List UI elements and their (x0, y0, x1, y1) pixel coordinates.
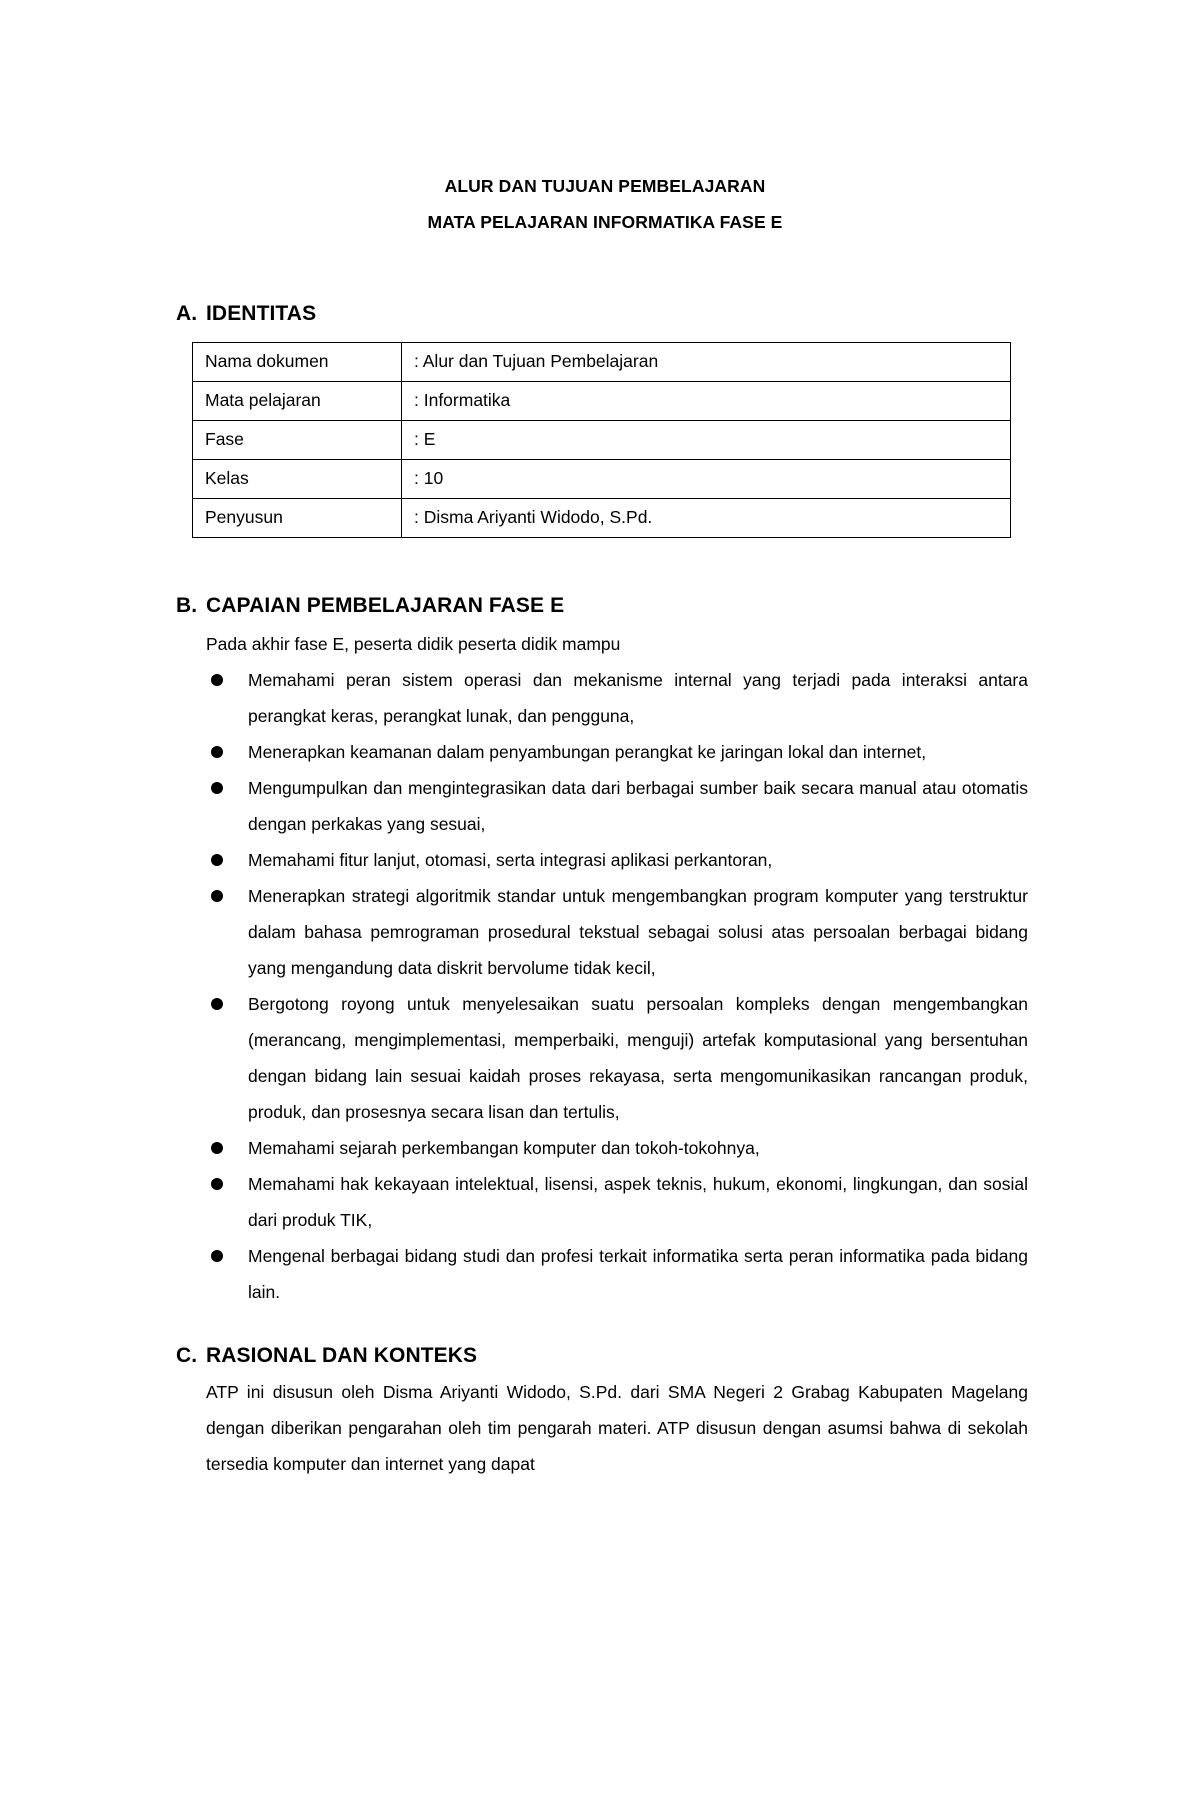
section-identitas (176, 302, 1028, 538)
bullet-dot-icon (211, 854, 223, 866)
list-item (206, 662, 1028, 734)
page-title-line-2: MATA PELAJARAN INFORMATIKA FASE E (427, 212, 783, 232)
bullet-dot-icon (211, 890, 223, 902)
list-item (206, 986, 1028, 1130)
list-item-text: Mengenal berbagai bidang studi dan profesi terkait informatika serta peran informatika pada bidang lain. (248, 1246, 1028, 1302)
table-row (193, 499, 1011, 538)
list-item-text: Memahami peran sistem operasi dan mekanisme internal yang terjadi pada interaksi antara perangkat keras, perangkat lunak, dan pengguna, (248, 670, 1028, 726)
rasional-paragraph: ATP ini disusun oleh Disma Ariyanti Widodo, S.Pd. dari SMA Negeri 2 Grabag Kabupaten Magelang dengan diberikan pengarahan oleh tim pengarah materi. ATP disusun dengan asumsi bahwa di sekolah tersedia komputer dan internet yang dapat (206, 1382, 1028, 1474)
bullet-dot-icon (211, 998, 223, 1010)
bullet-dot-icon (211, 674, 223, 686)
list-item-text: Menerapkan strategi algoritmik standar untuk mengembangkan program komputer yang terstruktur dalam bahasa pemrograman prosedural tekstual sebagai solusi atas persoalan berbagai bidang yang mengandung data diskrit bervolume tidak kecil, (248, 886, 1028, 978)
table-cell-key: Nama dokumen (193, 343, 402, 382)
section-rasional-dan-konteks (176, 1344, 1028, 1482)
table-cell-key: Penyusun (193, 499, 402, 538)
section-identitas-letter: A. (176, 302, 198, 325)
bullet-dot-icon (211, 746, 223, 758)
section-rasional-heading (176, 1344, 1028, 1368)
list-item (206, 734, 1028, 770)
page-title (182, 168, 1028, 240)
page-title-line-1: ALUR DAN TUJUAN PEMBELAJARAN (444, 176, 766, 196)
list-item (206, 878, 1028, 986)
list-item (206, 842, 1028, 878)
section-capaian-heading (176, 594, 1028, 618)
identitas-table (192, 342, 1011, 538)
capaian-intro-text: Pada akhir fase E, peserta didik peserta didik mampu (206, 634, 621, 654)
bullet-dot-icon (211, 782, 223, 794)
table-cell-value: : E (402, 421, 1011, 460)
table-row (193, 343, 1011, 382)
table-row (193, 460, 1011, 499)
table-cell-value: : Informatika (402, 382, 1011, 421)
list-item-text: Memahami fitur lanjut, otomasi, serta integrasi aplikasi perkantoran, (248, 850, 773, 870)
bullet-dot-icon (211, 1178, 223, 1190)
list-item (206, 1238, 1028, 1310)
table-cell-key: Mata pelajaran (193, 382, 402, 421)
list-item (206, 1130, 1028, 1166)
bullet-dot-icon (211, 1250, 223, 1262)
section-identitas-heading (176, 302, 1028, 326)
section-identitas-label: IDENTITAS (206, 302, 317, 325)
section-capaian-label: CAPAIAN PEMBELAJARAN FASE E (206, 594, 565, 617)
list-item-text: Menerapkan keamanan dalam penyambungan perangkat ke jaringan lokal dan internet, (248, 742, 927, 762)
table-cell-value: : Disma Ariyanti Widodo, S.Pd. (402, 499, 1011, 538)
table-row (193, 421, 1011, 460)
list-item-text: Memahami sejarah perkembangan komputer dan tokoh-tokohnya, (248, 1138, 760, 1158)
list-item (206, 770, 1028, 842)
table-row (193, 382, 1011, 421)
section-rasional-letter: C. (176, 1344, 198, 1367)
list-item-text: Bergotong royong untuk menyelesaikan suatu persoalan kompleks dengan mengembangkan (merancang, mengimplementasi, memperbaiki, menguji) artefak komputasional yang bersentuhan dengan bidang lain sesuai kaidah proses rekayasa, serta mengomunikasikan rancangan produk, produk, dan prosesnya secara lisan dan tertulis, (248, 994, 1028, 1122)
table-cell-value: : 10 (402, 460, 1011, 499)
list-item-text: Memahami hak kekayaan intelektual, lisensi, aspek teknis, hukum, ekonomi, lingkungan, dan sosial dari produk TIK, (248, 1174, 1028, 1230)
table-cell-key: Fase (193, 421, 402, 460)
capaian-bullet-list (206, 662, 1028, 1310)
bullet-dot-icon (211, 1142, 223, 1154)
section-rasional-label: RASIONAL DAN KONTEKS (206, 1344, 478, 1367)
table-cell-key: Kelas (193, 460, 402, 499)
section-capaian-pembelajaran (176, 594, 1028, 1310)
list-item-text: Mengumpulkan dan mengintegrasikan data dari berbagai sumber baik secara manual atau otomatis dengan perkakas yang sesuai, (248, 778, 1028, 834)
table-cell-value: : Alur dan Tujuan Pembelajaran (402, 343, 1011, 382)
section-capaian-letter: B. (176, 594, 198, 617)
list-item (206, 1166, 1028, 1238)
